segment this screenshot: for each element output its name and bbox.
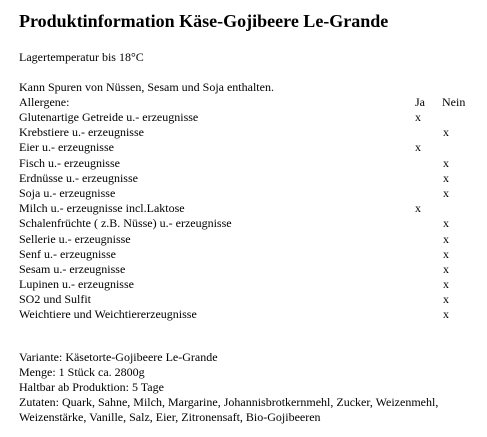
- mark-no: x: [443, 246, 449, 261]
- ingredients-line-1: Zutaten: Quark, Sahne, Milch, Margarine, Johannisbrotkernmehl, Zucker, Weizenmehl,: [19, 395, 439, 409]
- table-row: [0, 247, 487, 262]
- table-row: [0, 201, 487, 216]
- table-row: [0, 110, 487, 125]
- table-row: [0, 277, 487, 292]
- mark-yes: x: [415, 201, 421, 216]
- allergen-name: Fisch u.- erzeugnisse: [19, 155, 120, 170]
- allergen-name: Weichtiere und Weichtiererzeugnisse: [19, 307, 197, 322]
- allergen-name: Erdnüsse u.- erzeugnisse: [19, 170, 138, 185]
- table-row: [0, 292, 487, 307]
- storage-temperature: Lagertemperatur bis 18°C: [19, 50, 144, 64]
- mark-no: x: [443, 216, 449, 231]
- table-row: [0, 216, 487, 231]
- allergen-name: Lupinen u.- erzeugnisse: [19, 277, 134, 292]
- allergen-name: Soja u.- erzeugnisse: [19, 185, 116, 200]
- shelf-life-line: Haltbar ab Produktion: 5 Tage: [19, 380, 164, 394]
- mark-no: x: [443, 185, 449, 200]
- mark-no: x: [443, 231, 449, 246]
- ingredients-line-2: Weizenstärke, Vanille, Salz, Eier, Zitronensaft, Bio-Gojibeeren: [19, 410, 321, 424]
- allergen-name: Milch u.- erzeugnisse incl.Laktose: [19, 201, 185, 216]
- mark-yes: x: [415, 110, 421, 124]
- allergen-name: Glutenartige Getreide u.- erzeugnisse: [19, 110, 199, 124]
- table-row: [0, 262, 487, 277]
- table-row: [0, 156, 487, 171]
- table-row: [0, 307, 487, 322]
- table-row: [0, 171, 487, 186]
- mark-yes: x: [415, 140, 421, 155]
- mark-no: x: [443, 261, 449, 276]
- allergen-name: Sesam u.- erzeugnisse: [19, 261, 126, 276]
- allergens-header: Allergene:: [19, 95, 70, 109]
- table-row: [0, 140, 487, 155]
- allergen-name: Senf u.- erzeugnisse: [19, 246, 116, 261]
- table-row: [0, 186, 487, 201]
- variant-line: Variante: Käsetorte-Gojibeere Le-Grande: [19, 350, 218, 364]
- document-title: Produktinformation Käse-Gojibeere Le-Grande: [19, 11, 389, 31]
- mark-no: x: [443, 292, 449, 307]
- mark-no: x: [443, 277, 449, 292]
- mark-no: x: [443, 170, 449, 185]
- allergen-name: Sellerie u.- erzeugnisse: [19, 231, 131, 246]
- mark-no: x: [443, 155, 449, 170]
- allergen-name: Eier u.- erzeugnisse: [19, 140, 114, 155]
- allergen-table: [0, 110, 487, 323]
- mark-no: x: [443, 125, 449, 140]
- column-header-yes: Ja: [415, 95, 425, 109]
- allergen-name: Schalenfrüchte ( z.B. Nüsse) u.- erzeugnisse: [19, 216, 232, 231]
- column-header-no: Nein: [442, 95, 466, 109]
- traces-note: Kann Spuren von Nüssen, Sesam und Soja enthalten.: [19, 80, 274, 94]
- table-row: [0, 232, 487, 247]
- quantity-line: Menge: 1 Stück ca. 2800g: [19, 365, 145, 379]
- mark-no: x: [443, 307, 449, 322]
- allergen-name: SO2 und Sulfit: [19, 292, 92, 307]
- allergen-name: Krebstiere u.- erzeugnisse: [19, 125, 144, 140]
- product-details: [19, 350, 438, 425]
- table-row: [0, 125, 487, 140]
